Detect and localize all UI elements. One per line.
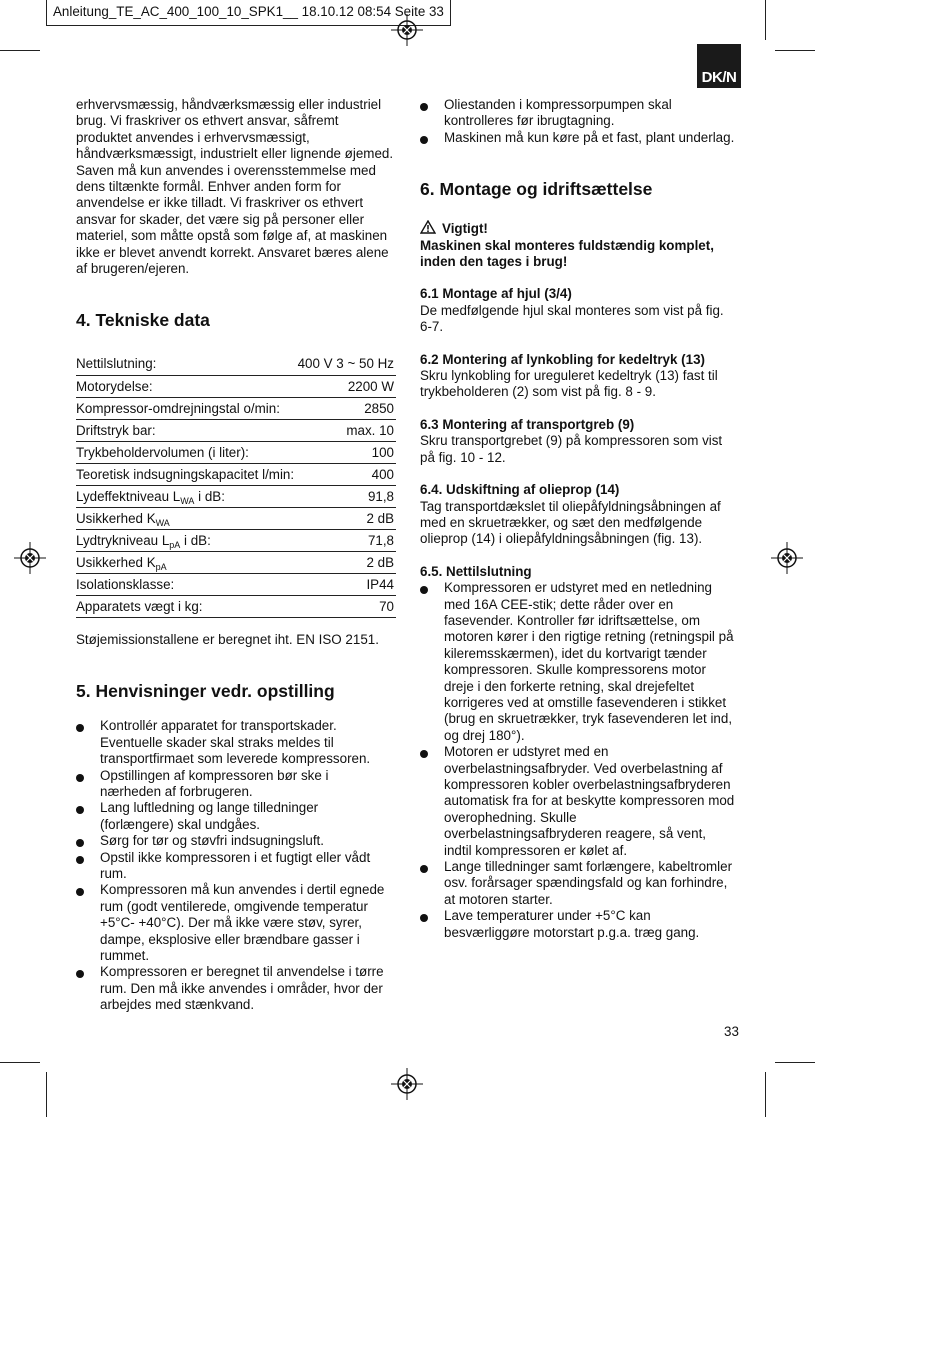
label-part: Lydeffektniveau L [76,488,181,504]
crop-mark [46,1072,47,1117]
warning-block [420,220,745,270]
label-subscript: WA [180,495,195,506]
list-item: Oliestanden i kompressorpumpen skal kontrolleres før ibrugtagning. [420,97,745,130]
text-line: håndværksmæssigt, industrielt eller lignende øjemed. [76,146,394,162]
crop-mark [0,50,40,51]
spec-label: Teoretisk indsugningskapacitet l/min: [76,463,297,485]
subsection-text: Skru transportgrebet (9) på kompressoren som vist på fig. 10 - 12. [420,433,723,465]
text-line: ansvar for skader, det være sig på personer eller [76,211,365,227]
subsection-heading: 6.3 Montering af transportgreb (9) [420,416,635,432]
section-6-heading: 6. Montage og idriftsættelse [420,179,653,200]
list-item: Lang luftledning og lange tilledninger (forlængere) skal undgåes. [76,800,396,833]
spec-label: Kompressor-omdrejningstal o/min: [76,397,297,419]
right-column [420,97,745,941]
crop-mark [775,50,815,51]
subsection-text: Tag transportdækslet til oliepåfyldningsåbningen af med en skruetrækker, og sæt den medfølgende olieprop (14) i oliepåfyldningsåbningen (fig. 13). [420,498,721,547]
spec-label: Driftstryk bar: [76,419,297,441]
section-5-heading: 5. Henvisninger vedr. opstilling [76,681,335,702]
text-line: materiel, som måtte opstå som følge af, at maskinen [76,228,388,244]
language-badge-text: DK/N [701,68,737,86]
language-badge [697,44,741,88]
spec-value: 91,8 [297,485,397,507]
crop-mark [0,1062,40,1063]
subsection-6-5 [420,564,745,941]
technical-data-table [76,353,396,618]
top-list [420,97,745,146]
spec-value: 100 [297,441,397,463]
label-subscript: WA [155,517,170,528]
intro-paragraph [76,97,396,277]
spec-label [76,529,297,551]
table-row [76,551,396,573]
list-item: Maskinen må kun køre på et fast, plant underlag. [420,130,745,146]
text-line: anvendelse er ikke tilladt. Vi fraskriver os ethvert [76,195,364,211]
spec-value: 2850 [297,397,397,419]
subsection-text: Skru lynkobling for ureguleret kedeltryk (13) fast til trykbeholderen (2) som vist på fig. 8 - 9. [420,368,718,400]
table-row [76,595,396,617]
subsection-heading: 6.4. Udskiftning af olieprop (14) [420,482,620,498]
spec-value: 2200 W [297,375,397,397]
table-row [76,419,396,441]
spec-value: max. 10 [297,419,397,441]
list-item: Kompressoren må kun anvendes i dertil egnede rum (godt ventilerede, omgivende temperatur +5°C- +40°C). Der må ikke være støv, syrer, dampe, eksplosive eller brændbare gasser i rummet. [76,882,396,964]
spec-value: IP44 [297,573,397,595]
left-column [76,97,396,1014]
spec-value: 70 [297,595,397,617]
warning-triangle-icon [420,220,436,234]
text-line: dens tiltænkte formål. Enhver anden form for [76,179,341,195]
table-row [76,529,396,551]
list-item: Motoren er udstyret med en overbelastningsafbryder. Ved overbelastning af kompressoren kobler overbelastningsafbryderen automatisk fra for at beskytte kompressoren mod overophedning. Skulle overbelastningsafbryderen reagere, så vent, indtil kompressoren er kølet af. [420,744,745,859]
crop-mark [765,1072,766,1117]
registration-mark-icon [391,1068,423,1100]
table-row [76,353,396,375]
spec-label [76,507,297,529]
table-row [76,463,396,485]
subsection-heading: 6.1 Montage af hjul (3/4) [420,286,572,302]
print-header-text: Anleitung_TE_AC_400_100_10_SPK1__ 18.10.12 08:54 Seite 33 [53,4,444,19]
crop-mark [765,0,766,40]
list-item: Kompressoren er udstyret med en netledning med 16A CEE-stik; dette råder over en fasevender. Kontroller før idriftsættelse, om motoren kører i den rigtige retning (retningspil på kileremsskærmen), idet du kortvarigt tænder kompressoren. Skulle kompressorens motor dreje i den forkerte retning, skal drejefeltet korrigeres ved at omstille fasevenderen i stikket (brug en skruetrækker, tryk fasevenderen let ind, og drej 180°). [420,580,745,744]
spec-value: 2 dB [297,507,397,529]
table-row [76,441,396,463]
warning-title [420,220,745,237]
registration-mark-icon [771,542,803,574]
label-part: Lydtrykniveau L [76,532,170,548]
list-item: Kompressoren er beregnet til anvendelse i tørre rum. Den må ikke anvendes i områder, hvor der arbejdes med stænkvand. [76,964,396,1013]
text-line: brug. Vi fraskriver os ethvert ansvar, såfremt [76,113,339,129]
table-row [76,573,396,595]
subsection-6-3 [420,417,745,466]
crop-mark [775,1062,815,1063]
spec-label [76,485,297,507]
table-row [76,397,396,419]
label-part: Usikkerhed K [76,510,156,526]
label-part: i dB: [180,532,211,548]
crop-mark [46,0,47,26]
spec-label: Trykbeholdervolumen (i liter): [76,441,297,463]
label-part: Usikkerhed K [76,554,156,570]
label-subscript: pA [155,561,167,572]
list-item: Sørg for tør og støvfri indsugningsluft. [76,833,396,849]
warning-text: Maskinen skal monteres fuldstændig komplet, inden den tages i brug! [420,237,714,270]
page-number: 33 [724,1024,739,1039]
setup-list [76,718,396,1013]
section-4-heading: 4. Tekniske data [76,310,210,331]
subsection-6-1 [420,286,745,335]
text-line: Saven må kun anvendes i overensstemmelse med [76,162,376,178]
registration-mark-icon [14,542,46,574]
label-part: i dB: [194,488,225,504]
registration-mark-icon [391,14,423,46]
spec-value: 71,8 [297,529,397,551]
spec-label: Isolationsklasse: [76,573,297,595]
text-line: af brugeren/ejeren. [76,261,190,277]
list-item: Opstillingen af kompressoren bør ske i nærheden af forbrugeren. [76,768,396,801]
text-line: erhvervsmæssig, håndværksmæssig eller industriel [76,97,382,112]
table-row [76,375,396,397]
list-item: Opstil ikke kompressoren i et fugtigt eller vådt rum. [76,850,396,883]
table-row [76,507,396,529]
spec-value: 400 V 3 ~ 50 Hz [297,353,397,375]
list-item: Lave temperaturer under +5°C kan besværliggøre motorstart p.g.a. træg gang. [420,908,745,941]
spec-label: Nettilslutning: [76,353,297,375]
subsection-6-2 [420,352,745,401]
subsection-6-4 [420,482,745,548]
noise-note: Støjemissionstallene er beregnet iht. EN ISO 2151. [76,631,379,647]
subsection-heading: 6.5. Nettilslutning [420,563,532,579]
subsection-heading: 6.2 Montering af lynkobling for kedeltryk (13) [420,351,705,367]
spec-label [76,551,297,573]
spec-label: Apparatets vægt i kg: [76,595,297,617]
list-item: Kontrollér apparatet for transportskader. Eventuelle skader skal straks meldes til transportfirmaet som leverede kompressoren. [76,718,396,767]
table-row [76,485,396,507]
warning-title-text: Vigtigt! [442,221,488,237]
text-line: produktet anvendes i erhvervsmæssigt, [76,129,310,145]
subsection-text: De medfølgende hjul skal monteres som vist på fig. 6-7. [420,302,724,335]
power-list [420,580,745,941]
text-line: ikke er blevet anvendt korrekt. Ansvaret bæres alene [76,244,389,260]
spec-value: 400 [297,463,397,485]
label-subscript: pA [169,539,181,550]
spec-value: 2 dB [297,551,397,573]
spec-label: Motorydelse: [76,375,297,397]
list-item: Lange tilledninger samt forlængere, kabeltromler osv. forårsager spændingsfald og kan forhindre, at motoren starter. [420,859,745,908]
